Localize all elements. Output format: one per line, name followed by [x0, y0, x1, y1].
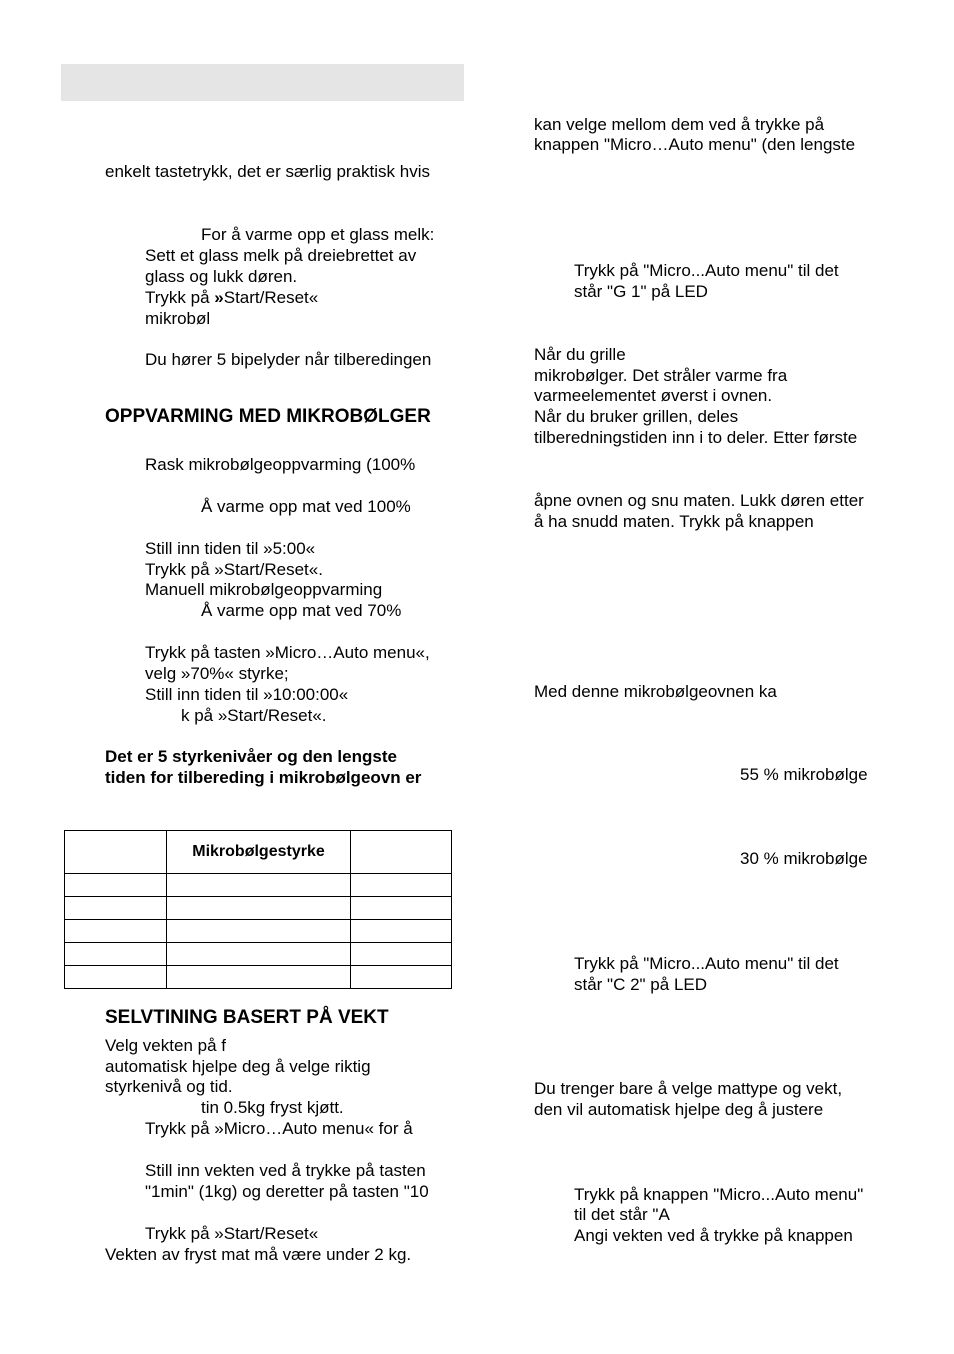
- grill-line-5: tilberedningstiden inn i to deler. Etter første: [534, 428, 858, 447]
- table-cell: [65, 874, 167, 897]
- table-cell: [351, 897, 452, 920]
- grill-line-6: åpne ovnen og snu maten. Lukk døren etter: [534, 491, 864, 510]
- quick-heating: Rask mikrobølgeoppvarming (100%: [145, 455, 416, 474]
- table-header-row: [65, 831, 452, 874]
- manual-example: Å varme opp mat ved 70%: [201, 601, 402, 620]
- grill-line-7: å ha snudd maten. Trykk på knappen: [534, 512, 814, 531]
- press-start: Trykk på »Start/Reset«.: [145, 560, 323, 579]
- press-start-2: k på »Start/Reset«.: [181, 706, 327, 725]
- milk-step-3: mikrobøl: [145, 309, 211, 328]
- defrost-set-weight-2: "1min" (1kg) og deretter på tasten "10: [145, 1182, 429, 1201]
- table-cell: [167, 874, 351, 897]
- set-time-5: Still inn tiden til »5:00«: [145, 539, 316, 558]
- grill-line-3: varmeelementet øverst i ovnen.: [534, 386, 773, 405]
- milk-step-2: Trykk på »Start/Reset«: [145, 288, 319, 307]
- table-row: [65, 966, 452, 989]
- right-top-line-1: kan velge mellom dem ved å trykke på: [534, 115, 825, 134]
- auto-line-1: Du trenger bare å velge mattype og vekt,: [534, 1079, 843, 1098]
- defrost-press-menu: Trykk på »Micro…Auto menu« for å: [145, 1119, 413, 1138]
- milk-example-title: For å varme opp et glass melk:: [201, 225, 435, 244]
- milk-beep-note: Du hører 5 bipelyder når tilberedingen: [145, 350, 432, 369]
- combo-30: 30 % mikrobølge: [740, 849, 868, 868]
- table-cell: [65, 943, 167, 966]
- table-cell: [65, 897, 167, 920]
- table-cell: [167, 897, 351, 920]
- milk-step-1: Sett et glass melk på dreiebrettet av: [145, 246, 417, 265]
- auto-press-2: til det står "A: [574, 1205, 670, 1224]
- auto-press-3: Angi vekten ved å trykke på knappen: [574, 1226, 853, 1245]
- press-menu: Trykk på tasten »Micro…Auto menu«,: [145, 643, 430, 662]
- table-header: [351, 831, 452, 874]
- table-row: [65, 920, 452, 943]
- combo-55: 55 % mikrobølge: [740, 765, 868, 784]
- table-cell: [65, 966, 167, 989]
- table-header: Mikrobølgestyrke: [167, 831, 351, 874]
- table-cell: [167, 943, 351, 966]
- table-row: [65, 943, 452, 966]
- levels-note-2: tiden for tilbereding i mikrobølgeovn er: [105, 768, 422, 787]
- defrost-line-2: automatisk hjelpe deg å velge riktig: [105, 1057, 371, 1076]
- table-cell: [351, 966, 452, 989]
- c2-step-2: står "C 2" på LED: [574, 975, 708, 994]
- manual-heating: Manuell mikrobølgeoppvarming: [145, 580, 383, 599]
- table-cell: [167, 966, 351, 989]
- table-cell: [167, 920, 351, 943]
- table-header: [65, 831, 167, 874]
- defrost-weight-limit: Vekten av fryst mat må være under 2 kg.: [105, 1245, 412, 1264]
- grill-line-2: mikrobølger. Det stråler varme fra: [534, 366, 788, 385]
- combo-intro: Med denne mikrobølgeovnen ka: [534, 682, 777, 701]
- power-table: [64, 830, 452, 989]
- auto-line-2: den vil automatisk hjelpe deg å justere: [534, 1100, 824, 1119]
- auto-press-1: Trykk på knappen "Micro...Auto menu": [574, 1185, 864, 1204]
- set-time-10: Still inn tiden til »10:00:00«: [145, 685, 349, 704]
- quick-example: Å varme opp mat ved 100%: [201, 497, 411, 516]
- defrost-heading: SELVTINING BASERT PÅ VEKT: [105, 1007, 389, 1028]
- milk-step-1b: glass og lukk døren.: [145, 267, 298, 286]
- defrost-set-weight-1: Still inn vekten ved å trykke på tasten: [145, 1161, 426, 1180]
- levels-note-1: Det er 5 styrkenivåer og den lengste: [105, 747, 397, 766]
- grill-line-1: Når du grille: [534, 345, 626, 364]
- section-header-bar: [61, 64, 464, 101]
- defrost-line-1: Velg vekten på f: [105, 1036, 226, 1055]
- microwave-heading: OPPVARMING MED MIKROBØLGER: [105, 406, 431, 427]
- defrost-press-start: Trykk på »Start/Reset«: [145, 1224, 319, 1243]
- g1-step-1: Trykk på "Micro...Auto menu" til det: [574, 261, 839, 280]
- table-cell: [351, 874, 452, 897]
- right-top-line-2: knappen "Micro…Auto menu" (den lengste: [534, 135, 856, 154]
- table-row: [65, 874, 452, 897]
- grill-line-4: Når du bruker grillen, deles: [534, 407, 739, 426]
- table-cell: [65, 920, 167, 943]
- table-row: [65, 897, 452, 920]
- table-cell: [351, 943, 452, 966]
- g1-step-2: står "G 1" på LED: [574, 282, 708, 301]
- choose-70: velg »70%« styrke;: [145, 664, 289, 683]
- c2-step-1: Trykk på "Micro...Auto menu" til det: [574, 954, 839, 973]
- defrost-example: tin 0.5kg fryst kjøtt.: [201, 1098, 344, 1117]
- defrost-line-3: styrkenivå og tid.: [105, 1077, 233, 1096]
- table-cell: [351, 920, 452, 943]
- intro-line: enkelt tastetrykk, det er særlig praktisk hvis: [105, 162, 431, 181]
